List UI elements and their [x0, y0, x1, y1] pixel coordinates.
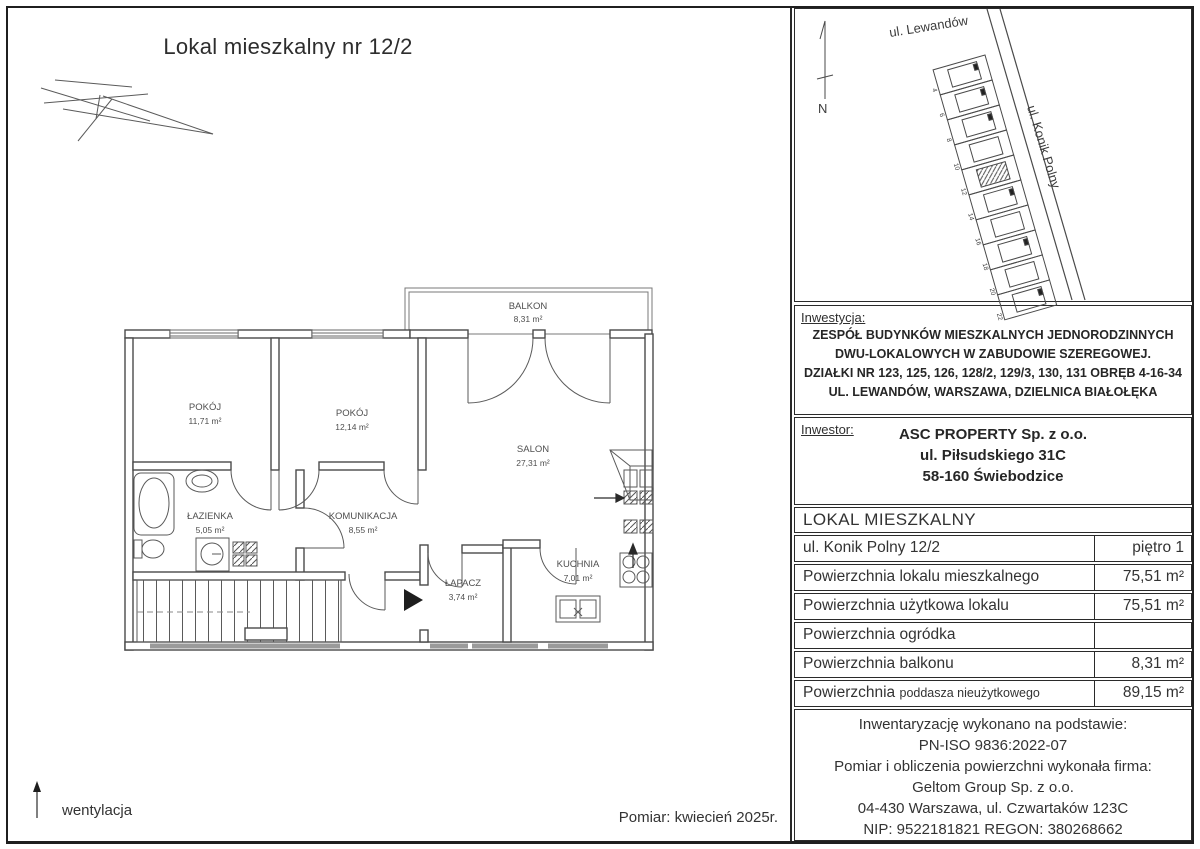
measurement-date: Pomiar: kwiecień 2025r. — [618, 809, 778, 826]
footer-line: 04-430 Warszawa, ul. Czwartaków 123C — [857, 800, 1129, 817]
inwestycja-label: Inwestycja: — [801, 310, 866, 325]
building-row — [925, 55, 1056, 322]
row-value: 75,51 m² — [1094, 565, 1191, 590]
row-value: 75,51 m² — [1094, 594, 1191, 619]
row-value: piętro 1 — [1094, 536, 1191, 561]
survey-footer — [794, 709, 1192, 841]
street-label-lewandow: ul. Lewandów — [888, 12, 969, 40]
wentylacja-legend — [33, 781, 133, 819]
table-row — [794, 593, 1192, 620]
north-label: N — [818, 101, 828, 116]
room-name: KOMUNIKACJA — [328, 511, 398, 522]
table-title: LOKAL MIESZKALNY — [803, 510, 976, 529]
kitchen-sink-icon — [556, 596, 600, 622]
room-area: 11,71 m² — [188, 416, 222, 426]
bathtub-icon — [134, 473, 174, 535]
street-label-konik-polny: ul. Konik Polny — [1024, 103, 1064, 191]
row-label: Powierzchnia poddasza nieużytkowego — [803, 684, 1040, 701]
plan-panel — [8, 8, 792, 841]
svg-text:12: 12 — [959, 187, 968, 197]
room-area: 5,05 m² — [195, 525, 225, 535]
area-table — [794, 507, 1192, 709]
room-area: 27,31 m² — [516, 458, 550, 468]
room-name: POKÓJ — [335, 408, 369, 419]
table-row — [794, 564, 1192, 591]
room-area: 8,55 m² — [348, 525, 378, 535]
row-value: 8,31 m² — [1094, 652, 1191, 677]
room-name: KUCHNIA — [556, 559, 600, 570]
washing-machine-icon — [196, 538, 229, 571]
plot-numbers — [930, 87, 1003, 321]
room-area: 8,31 m² — [513, 314, 543, 324]
footer-line: Pomiar i obliczenia powierzchni wykonała firma: — [834, 758, 1152, 775]
table-row — [794, 622, 1192, 649]
room-name: SALON — [516, 444, 550, 455]
room-area: 12,14 m² — [335, 422, 369, 432]
row-label: Powierzchnia użytkowa lokalu — [803, 597, 1009, 614]
inwestor-label: Inwestor: — [801, 422, 854, 437]
inwestor-section — [794, 417, 1192, 505]
room-name: BALKON — [508, 301, 548, 312]
room-name: POKÓJ — [188, 402, 222, 413]
svg-text:6: 6 — [937, 112, 946, 118]
footer-line: PN-ISO 9836:2022-07 — [918, 737, 1068, 754]
inwestor-line: ul. Piłsudskiego 31C — [920, 447, 1066, 464]
wentylacja-label: wentylacja — [62, 802, 133, 819]
room-name: ŁAPACZ — [444, 578, 482, 589]
room-area: 7,01 m² — [563, 573, 593, 583]
svg-text:20: 20 — [987, 287, 997, 297]
inwestycja-line: ZESPÓŁ BUDYNKÓW MIESZKALNYCH JEDNORODZINNYCH — [812, 328, 1174, 342]
stairs — [137, 580, 341, 642]
north-arrow-icon — [817, 21, 833, 99]
toilet-icon — [134, 540, 164, 558]
sink-icon — [186, 470, 218, 492]
table-header-row — [794, 507, 1192, 533]
svg-text:18: 18 — [980, 262, 990, 272]
info-column — [794, 8, 1192, 841]
inwestor-line: 58-160 Świebodzice — [922, 468, 1064, 485]
row-label: ul. Konik Polny 12/2 — [803, 539, 941, 556]
svg-text:10: 10 — [951, 162, 961, 172]
row-value: 89,15 m² — [1094, 681, 1191, 706]
vent-shaft-icon — [233, 542, 257, 566]
page-title: Lokal mieszkalny nr 12/2 — [163, 34, 413, 59]
row-label: Powierzchnia lokalu mieszkalnego — [803, 568, 1040, 585]
entry-arrow-icon — [404, 589, 423, 611]
table-row — [794, 680, 1192, 707]
footer-line: Geltom Group Sp. z o.o. — [912, 779, 1074, 796]
svg-text:16: 16 — [973, 237, 983, 247]
footer-line: Inwentaryzację wykonano na podstawie: — [858, 716, 1128, 733]
svg-text:14: 14 — [966, 212, 975, 222]
inwestycja-line: DZIAŁKI NR 123, 125, 126, 128/2, 129/3, 130, 131 OBRĘB 4-16-34 — [804, 366, 1182, 380]
svg-text:22: 22 — [994, 312, 1004, 322]
inwestor-line: ASC PROPERTY Sp. z o.o. — [898, 426, 1088, 443]
row-label-small: poddasza nieużytkowego — [899, 686, 1040, 700]
inwestycja-section — [794, 305, 1192, 415]
table-row — [794, 535, 1192, 562]
footer-line: NIP: 9522181821 REGON: 380268662 — [863, 821, 1123, 838]
room-area: 3,74 m² — [448, 592, 478, 602]
inwestycja-line: UL. LEWANDÓW, WARSZAWA, DZIELNICA BIAŁOŁĘKA — [828, 385, 1158, 399]
row-value — [1094, 623, 1191, 648]
row-label: Powierzchnia balkonu — [803, 655, 954, 672]
row-label: Powierzchnia ogródka — [803, 626, 956, 643]
svg-text:8: 8 — [944, 137, 953, 143]
room-name: ŁAZIENKA — [187, 511, 233, 522]
svg-text:4: 4 — [930, 87, 939, 93]
inwestycja-line: DWU-LOKALOWYCH W ZABUDOWIE SZEREGOWEJ. — [835, 347, 1151, 361]
floor-plan-drawing — [8, 8, 792, 841]
table-row — [794, 651, 1192, 678]
north-sketch — [41, 80, 213, 141]
